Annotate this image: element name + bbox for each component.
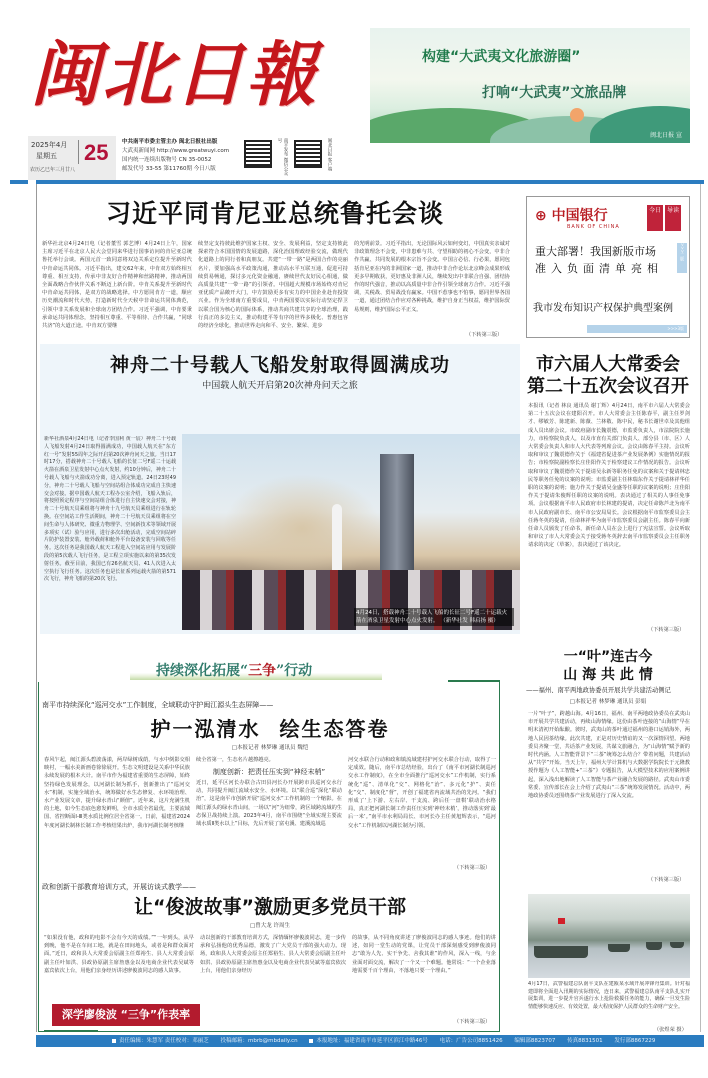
qr1-label: 南平发布 微信公众号 bbox=[277, 138, 288, 176]
leaf-headline-line2: 山 海 共 此 情 bbox=[563, 667, 653, 683]
more-link-2[interactable]: >>>3版 bbox=[587, 325, 687, 333]
leaf-headline-line1: 一“叶”连古今 bbox=[563, 649, 653, 665]
smoke-plume bbox=[222, 474, 382, 584]
boc-brand-en: BANK OF CHINA bbox=[567, 224, 620, 230]
lead-col-1: 新华社北京4月24日电（记者董雪 郭艺博）4月24日上午，国家主席习近平在北京人民大会堂同来华进行国事访问的肯尼亚总统鲁托举行会谈。两国元首一致同意将双边关系定位提升至新时代中肯命运共同体。习近平指出，建交62年来，中肯双方始终相互尊重、相互支持，传承中非友好合作精神和丝路精神，推动两国全面战略合作伙伴关系不断迈上新台阶。中肯关系提升至新时代中肯命运共同体，是双方的战略选择。中方愿同肯方一道，顺应历史潮流和时代大势，打造新时代全天候中非命运共同体典范，引领中非关系发展和全球南方团结合作。习近平强调，中肯要秉承命运共同体理念，坚持相互尊重、平等相待、合作共赢，“同球共济”的大道正途。中肯双方要继 bbox=[42, 241, 192, 330]
weekday: 星期五 bbox=[36, 152, 57, 160]
water-byline: □本报记者 林梦琳 通讯员 魏恺 bbox=[231, 745, 309, 751]
junbo-col-3: 的故事，从不同角度讲述了廖俊波同志的感人事迹。他们的讲述，如同一堂生动的党课，让党员干部深刻感受到廖俊波同志“敢为人先、实干争先、舍我其谁”的作风，深入一线，与企业面对面交流，解决了一个又一个难题。他常说：“一个企业落地需要千百个理由，不落地只要一个理由。” bbox=[352, 935, 496, 974]
launch-photo[interactable] bbox=[182, 434, 520, 630]
lead-col-3: 的光明前景。习近平指出，无论国际风云如何变幻，中国真实亲诚对非政策理念不会变，中非患难与共、守望相助的初心不会变，中非合作共赢、共同发展的根本宗旨不会变。中国言必信、行必果，愿同包括肯尼亚在内的非洲国家一道，推动中非合作论坛北京峰会成果形成更多早期收获，更好惠及非洲人民，继续发出中非联合自强、团结协作的时代强音，推动以高质量中非合作引领全球南方合作。习近平强调，关税战、贸易战没有赢家。中国不惹事也不怕事，愿同世界各国一道，通过团结合作应对各种挑战，维护自身正当权益，维护国际贸易规则，维护国际公平正义。 bbox=[354, 241, 510, 313]
leaf-body: 一片“叶子”，跨越山海。4月16日，福州、南平两地政协委员在武夷山市开展共学共建活动，再续山海情缘。这份由茶叶连接的“山海情”早在明末清初开始酝酿。彼时，武夷山的茶叶通过福州的港口运销海外，两地人民因茶结缘。此次共建，正是对历史情谊的又一次深情回望。两地委员齐聚一堂，共话茶产业发展，共谋文旅融合，为“山海情”赋予新的时代内涵。人工智能背景下“三茶”统筹怎么结合？带着问题，共建活动从“共学”开始。当天上午，福州大学计算机与大数据学院院长于元隆教授作题为《人工智能+“三茶”》专题报告，从大模型技术的应用案例讲起，深入浅出地解读了人工智能与茶产业融合发展的路径。武夷山市委常委、宣传部长在会上介绍了武夷山“三茶”统筹发展情况。活动中，两地政协委员还围绕茶产业发展进行了深入交流。 bbox=[528, 711, 690, 800]
boc-logo: ⊕ 中国银行 bbox=[535, 208, 608, 224]
lead-continued[interactable]: （下转第三版） bbox=[466, 332, 503, 338]
frame-corner bbox=[44, 1030, 98, 1032]
website[interactable]: 大武夷新闻网 http://www.greatwuyi.com bbox=[122, 148, 230, 154]
ad-headline-line1[interactable]: 重大部署！我国新版市场 bbox=[535, 245, 656, 258]
publisher-line: 中共南平市委主管主办 闽北日报社出版 bbox=[122, 139, 218, 145]
frame-corner bbox=[448, 680, 500, 682]
qr2-label: 闽北日报 客户端 bbox=[327, 138, 332, 171]
water-col-3: 河交水联合行动和政和镇流域建村护河交水联合行动，取得了一定成效。随后，南平市总结经验，出台了《南平市河湖长制巡河交水工作制度》，在全市全面推行“巡河交水”工作机制，实行系统化“巡”、清单化“交”、网格化“治”、多元化“护”、责任化“交”、制度化“督”，开创了福建省内流域共治的先河。“我们形成了‘上下游、左右岸、干支流、跨后任一盘棋’联动治水格局，真正把河湖长制工作责任压实到‘神经末梢’，推动落实到‘最后一米’。”南平市水利局局长、市河长办主任黄旭辉表示，“巡河交水”工作机制以河湖长制为引领。 bbox=[348, 757, 496, 829]
banner-credit: 闽北日报 宣 bbox=[650, 132, 682, 139]
campaign-keyword: 三争 bbox=[248, 663, 277, 679]
masthead-rule bbox=[10, 180, 28, 184]
footer-email[interactable]: 投稿邮箱：mbrb@mbdaily.cn bbox=[220, 1038, 298, 1044]
newspaper-logo: 闽北日報 bbox=[30, 33, 318, 116]
guide-tag: 导读 bbox=[665, 205, 681, 231]
water-col-2: 续全省第一，生态名片越擦越亮。 bbox=[196, 757, 274, 763]
shenzhou-subhead: 中国载人航天开启第20次神舟问天之旅 bbox=[202, 381, 358, 391]
banner-line1: 构建“大武夷文化旅游圈” bbox=[422, 49, 581, 65]
leaf-subhead: ——福州、南平两地政协委员开展共学共建活动侧记 bbox=[526, 687, 671, 694]
more-link-1[interactable]: >>>二版 bbox=[677, 243, 687, 273]
junbo-col-1: “如果没有他，政和的电影不会有今天的成绩。”“一年到头，从早到晚，他不是在车间工地，就是在田间地头，或者是和群众面对面。”近日，政和县人大常委会原副主任郑裕生、县人大常委会原副主任叶如洪、县政协原副主席詹惠金以及电商企业代表吴斌等嘉宾依次上台，用他们亲身经历讲述廖俊波同志的感人故事。 bbox=[44, 935, 194, 974]
council-headline-line2: 第二十五次会议召开 bbox=[527, 376, 689, 397]
boat-caption: 4月17日，武警福建总队南平支队在建瓯某水域开展冲锋舟集训。针对福建即将全面进入汛期的实际情况，连日来，武警福建总队南平支队扎实开展集训，进一步提升官兵遂行水上抢险救援任务的能力，确保一旦发生险情能够快速反应、有效处置，最大程度保护人民群众的生命财产安全。 bbox=[528, 981, 690, 1010]
footer-address: 本报地址：福建省南平市延平区滨江中路46号 bbox=[309, 1038, 428, 1044]
footer-ad-phone: 电话：广告公司8851426 bbox=[439, 1038, 503, 1044]
shenzhou-body: 新华社酒泉4月24日电（记者李国利 黄一宸）神舟二十号载人飞船发射4月24日取得圆满成功，中国载人航天在“东方红一号”发射55周年之际开启第20次神舟问天之旅。当日17时17分，搭载神舟二十号载人飞船的长征二号F遥二十运载火箭在酒泉卫星发射中心点火发射，约10分钟后，神舟二十号载人飞船与火箭成功分离，进入预定轨道。24日23时49分，神舟二十号载人飞船与空间站组合体成功完成自主快速交会对接。据中国载人航天工程办公室介绍，飞船入轨后，将按照预定程序与空间站组合体进行自主快速交会对接，神舟二十号航天员乘组将与神舟十九号航天员乘组进行在轨轮换。在空间站工作生活期间，神舟二十号航天员乘组将在空间生命与人体研究、微重力物理学、空间新技术等领域开展多项实（试）验与应用，进行多次出舱活动，完成空间站碎片防护装置安装、舱外载荷和舱外平台设备安装与回收等任务。这次任务是我国载人航天工程进入空间站应用与发展阶段的第5次载人飞行任务，是工程立项实施以来的第35次发射任务。截至目前，我国已有26名航天员、41人次进入太空执行飞行任务。这次任务也是长征系列运载火箭的第571次飞行，神舟飞船的第20次飞行。 bbox=[44, 436, 176, 583]
shenzhou-headline[interactable]: 神舟二十号载人飞船发射取得圆满成功 bbox=[109, 354, 450, 376]
lead-col-2: 续坚定支持彼此维护国家主权、安全、发展利益，坚定支持彼此探索符合本国国情的发展道路，深化治国理政经验交流，做现代化道路上的同行者和真朋友。共建“一带一路”是两国合作的亮丽名片，要加强高水平政策沟通，推动高水平互联互通，促进可持续贸易畅通，探讨多元化资金融通，赓续世代友好民心相通，做高质量共建“一带一路”的引领者。中国超大规模市场始终对肯尼亚优质产品敞开大门，中方鼓励更多有实力的中国企业赴肯投资兴业。作为全球南方重要成员，中肯两国要以实际行动坚定捍卫以联合国为核心的国际体系，推动共商共建共享的全球治理，践行真正的多边主义，推动构建平等有序的世界多极化、普惠包容的经济全球化，推动世界走向和平、安全、繁荣、进步 bbox=[198, 241, 348, 330]
day-number: 25 bbox=[84, 140, 109, 165]
banner-line2: 打响“大武夷”文旅品牌 bbox=[482, 85, 627, 101]
bank-of-china-ad[interactable] bbox=[526, 196, 690, 338]
footer-editors: 责任编辑：朱慧军 责任校对：邓丽芝 bbox=[112, 1038, 209, 1044]
date-year-month: 2025年4月 bbox=[31, 141, 68, 149]
leaf-continued[interactable]: （下转第三版） bbox=[648, 877, 685, 883]
campaign-label-end: ”行动 bbox=[276, 663, 313, 679]
postal-code: 邮发代号 33-55 第11760期 今日八版 bbox=[122, 166, 216, 172]
ad-headline2[interactable]: 我市发布知识产权保护典型案例 bbox=[533, 303, 673, 314]
sun-icon bbox=[570, 108, 584, 122]
water-col-1: 春风乍起，闽江源头碧波荡漾，两岸绿树成荫，与水中倒影交相映衬，一幅水美新画卷徐徐展开。生态文明建设是关系中华民族永续发展的根本大计。南平市作为福建省重要的生态屏障，始终坚持绿色发展理念，以河湖长制为抓手，创新推出了“巡河交水”机制，实施全域治水，统筹做好水生态修复、水环境治理、水产业发展文章，提升绿水青山“颜值”。近年来，这片充满生机的土地，如今生态底色愈发鲜明，全市水质全省最优，主要流域国、省控断面Ⅰ-Ⅲ类水质比例位居全省第一。日前，福建省2024年度河湖长制林长制工作考核结果出炉，我市河湖长制考核继 bbox=[44, 757, 190, 829]
water-headline[interactable]: 护一泓清水 绘生态答卷 bbox=[150, 717, 390, 741]
leaf-headline[interactable] bbox=[526, 648, 690, 684]
issn: 国内统一连续出版物号 CN 35-0052 bbox=[122, 157, 212, 163]
qr-code-app-icon[interactable] bbox=[294, 140, 322, 168]
council-headline[interactable] bbox=[526, 354, 690, 398]
council-headline-line1: 市六届人大常委会 bbox=[536, 354, 680, 375]
junbo-headline[interactable]: 让“俊波故事”激励更多党员干部 bbox=[134, 896, 406, 918]
junbo-red-label: 深学廖俊波 “三争”作表率 bbox=[52, 1004, 200, 1026]
council-continued[interactable]: （下转第三版） bbox=[648, 627, 685, 633]
council-body: 本报讯（记者 林良 通讯员 谢丁辉）4月24日，南平市六届人大常委会第二十五次会议在建阳召开。市人大常委会主任陈春平，副主任罗剑才、缪敏芳、陈建新、陈薇、兰林敬、陈中民，秘书长谢世卓及其他组成人员出席会议。市政府副市长魏震德，市监委负责人，市法院院长施力，市检察院负责人，以及市直有关部门负责人、部分县（市、区）人大常委会负责人和市人大代表等列席会议。会议由陈春平主持。会议听取和审议了魏震德作关于《福建省促进茶产业发展条例》实施情况的报告；市检察院副检察长庄佳阳作关于检察建议工作情况的报告。会议听取和审议了魏震德作关于提请吴永新等职务任免的议案和关于提请林忠民等职务任免的议案的说明；市监委副主任林瑞东作关于提请林祥华任职的议案的说明；施力作关于提请吴金盛等任职的议案的说明；庄佳阳作关于提请朱俊辉任职的议案的说明。表决通过了相关的人事任免事项。会议根据南平市人民政府市长林建的提请，决定任命陈芦北为南平市人民政府副市长、南平市公安局局长。会议根据南平市监察委员会主任蒋冬英的提请，任命林祥华为南平市监察委员会副主任。陈春平向新任命人员颁发了任命书，新任命人员在会上进行了宪法宣誓。会议听取和审议了市人大常委会关于接受蒋冬英辞去南平市监察委员会主任职务请求的决定（草案），表决通过了该决定。 bbox=[528, 403, 690, 549]
sanzheng-campaign-banner bbox=[130, 662, 382, 680]
leaf-byline: □本报记者 林梦琳 通讯员 彭娟 bbox=[569, 699, 647, 705]
lead-headline[interactable]: 习近平同肯尼亚总统鲁托会谈 bbox=[105, 199, 444, 228]
publisher-info bbox=[122, 138, 240, 174]
junbo-byline: □曾大龙 许周生 bbox=[250, 923, 290, 929]
today-tag: 今日 bbox=[647, 205, 663, 231]
boat bbox=[646, 942, 662, 950]
page-border-right bbox=[700, 184, 701, 1032]
boat-credit: （张煜荣 摄） bbox=[654, 1027, 687, 1033]
boc-brand: 中国银行 bbox=[551, 208, 608, 224]
junbo-continued[interactable]: （下转第三版） bbox=[454, 1019, 491, 1025]
campaign-label: 持续深化拓展“ bbox=[156, 663, 249, 679]
footer-distribution-phone: 发行部8867229 bbox=[614, 1038, 656, 1044]
masthead-rule bbox=[36, 180, 704, 184]
water-continued[interactable]: （下转第三版） bbox=[454, 865, 491, 871]
ad-headline-line2[interactable]: 准入负面清单亮相 bbox=[535, 262, 663, 275]
boat bbox=[670, 942, 684, 948]
footer-fax: 传真8831501 bbox=[567, 1038, 603, 1044]
boat-drill-photo[interactable] bbox=[528, 894, 690, 978]
red-flag bbox=[558, 918, 565, 924]
qr-code-wechat-icon[interactable] bbox=[244, 140, 272, 168]
water-col-2-body: 近日，延平区河长办联合古田县河长办开展跨市县巡河交水行动，共同提升闽江流域水安全、水环境。以“联合巡”深化“联动治”，这是南平市创新开展“巡河交水”工作机制的一个缩影。在闽江源头的绿水青山间，一场以“河”为纽带，跨区域跨流域的生态保卫战持续上演。2023年4月，南平市围绕“全域实现主要流域水质Ⅱ类水以上”目标，先后开展了富屯溪、建溪流域巡 bbox=[196, 780, 342, 828]
water-kicker: 南平市持续深化“巡河交水”工作制度，全域联动守护闽江源头生态屏障—— bbox=[42, 701, 274, 709]
date-divider bbox=[78, 140, 79, 164]
footer-editorial-phone: 编辑部8823707 bbox=[514, 1038, 556, 1044]
date-box bbox=[28, 136, 76, 180]
page-border-left bbox=[36, 184, 37, 1032]
footer-bar bbox=[36, 1035, 704, 1047]
boat bbox=[534, 946, 588, 958]
photo-caption: 4月24日，搭载神舟二十号载人飞船的长征二号F遥二十运载火箭在酒泉卫星发射中心点火发射。 （新华社发 韩启扬 摄） bbox=[354, 608, 514, 626]
boat bbox=[608, 944, 630, 952]
lunar-date: 农历乙巳年三月廿八 bbox=[30, 167, 76, 173]
junbo-kicker: 政和创新干部教育培训方式，开展访谈式教学—— bbox=[42, 883, 196, 891]
water-col-2-subhead: 制度创新：把责任压实到“神经末梢” bbox=[212, 768, 326, 776]
junbo-col-2: 动以创新的干部教育培训方式，深情缅怀廖俊波同志，进一步传承和弘扬他的优秀品德，激发了广大党员干部的强大动力。现场，政和县人大常委会原主任郑裕生、县人大常委会原副主任叶如洪、县政协原副主席詹惠金以及电商企业代表吴斌等嘉宾依次上台，用他们亲身经历 bbox=[200, 935, 346, 974]
wuyi-tourism-banner[interactable] bbox=[370, 28, 690, 143]
